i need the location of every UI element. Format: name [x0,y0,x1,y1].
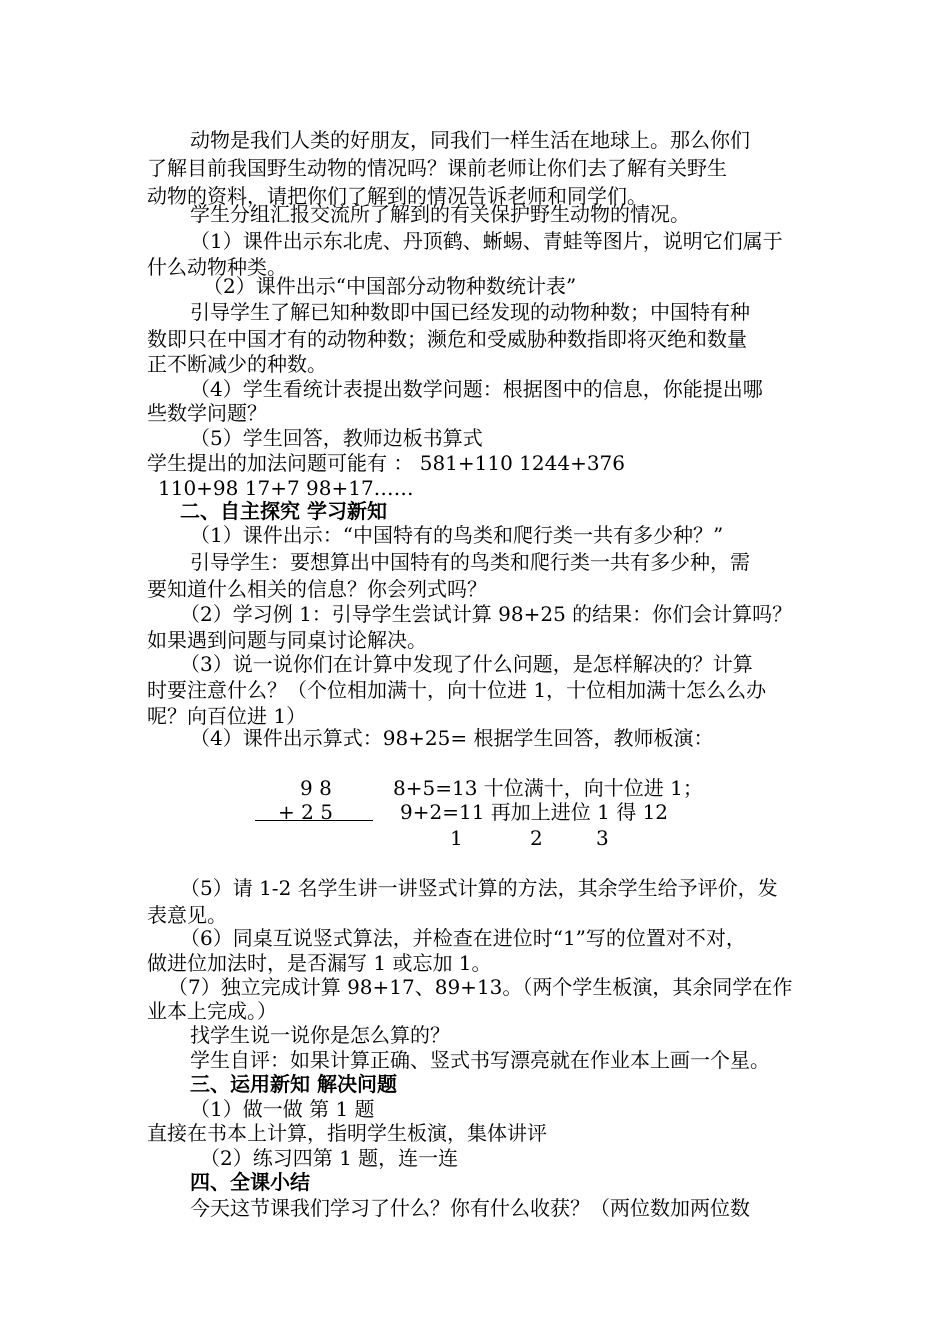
paragraph-line: 引导学生：要想算出中国特有的鸟类和爬行类一共有多少种，需 [190,550,750,574]
calc-result-digit: 3 [596,826,609,850]
paragraph-line: 做进位加法时，是否漏写 1 或忘加 1。 [147,951,492,975]
section-heading: 二、自主探究 学习新知 [180,499,387,523]
paragraph-line: （1）课件出示东北虎、丹顶鹤、蜥蜴、青蛙等图片，说明它们属于 [190,229,783,253]
paragraph-line: 时要注意什么？（个位相加满十，向十位进 1，十位相加满十怎么么办 [147,678,767,702]
paragraph-line: （4）课件出示算式：98+25= 根据学生回答，教师板演： [190,726,714,750]
paragraph-line: 了解目前我国野生动物的情况吗？课前老师让你们去了解有关野生 [147,156,727,180]
calc-addend-digits: + 2 5 [278,800,333,824]
paragraph-line: （4）学生看统计表提出数学问题：根据图中的信息，你能提出哪 [190,377,763,401]
paragraph-line: 找学生说一说你是怎么算的？ [190,1023,450,1047]
paragraph-line: （1）课件出示：“中国特有的鸟类和爬行类一共有多少种？” [190,523,724,547]
paragraph-line: 表意见。 [147,903,227,927]
paragraph-line: （2）学习例 1：引导学生尝试计算 98+25 的结果：你们会计算吗？ [180,602,793,626]
paragraph-line: 数即只在中国才有的动物种数；濒危和受威胁种数指即将灭绝和数量 [147,327,747,351]
paragraph-line: （6）同桌互说竖式算法，并检查在进位时“1”写的位置对不对， [180,926,746,950]
calc-result-digit: 2 [530,826,543,850]
paragraph-line: 如果遇到问题与同桌讨论解决。 [147,628,427,652]
paragraph-line: （2）课件出示“中国部分动物种数统计表” [203,274,577,298]
paragraph-line: （2）练习四第 1 题，连一连 [200,1146,459,1170]
paragraph-line: 动物的资料，请把你们了解到的情况告诉老师和同学们。 [147,184,647,208]
paragraph-line: 呢？向百位进 1） [147,704,307,728]
paragraph-line: 直接在书本上计算，指明学生板演，集体讲评 [147,1121,547,1145]
section-heading: 三、运用新知 解决问题 [190,1072,397,1096]
section-heading: 四、全课小结 [190,1170,310,1194]
paragraph-line: 正不断减少的种数。 [147,352,327,376]
paragraph-line: （1）做一做 第 1 题 [190,1097,375,1121]
paragraph-line: 110+98 17+7 98+17…… [158,476,414,500]
paragraph-line: 今天这节课我们学习了什么？你有什么收获？（两位数加两位数 [190,1196,750,1220]
paragraph-line: 动物是我们人类的好朋友，同我们一样生活在地球上。那么你们 [190,128,750,152]
calc-top-digits: 9 8 [300,776,332,800]
paragraph-line: （5）学生回答，教师边板书算式 [190,426,483,450]
paragraph-line: （7）独立完成计算 98+17、89+13。（两个学生板演，其余同学在作 [168,975,793,999]
paragraph-line: 什么动物种类。 [147,255,287,279]
paragraph-line: （5）请 1-2 名学生讲一讲竖式计算的方法，其余学生给予评价，发 [180,876,778,900]
calc-underline [255,820,373,821]
paragraph-line: 业本上完成。） [147,999,277,1023]
calc-note-ones: 8+5=13 十位满十，向十位进 1； [393,776,703,800]
paragraph-line: 学生自评：如果计算正确、竖式书写漂亮就在作业本上画一个星。 [190,1048,770,1072]
calc-note-tens: 9+2=11 再加上进位 1 得 12 [400,800,669,824]
paragraph-line: 引导学生了解已知种数即中国已经发现的动物种数；中国特有种 [190,300,750,324]
paragraph-line: （3）说一说你们在计算中发现了什么问题，是怎样解决的？计算 [180,652,753,676]
paragraph-line: 学生分组汇报交流所了解到的有关保护野生动物的情况。 [190,202,690,226]
calc-result-digit: 1 [450,826,463,850]
paragraph-line: 学生提出的加法问题可能有 ： 581+110 1244+376 [147,451,626,475]
paragraph-line: 要知道什么相关的信息？你会列式吗？ [147,577,487,601]
paragraph-line: 些数学问题？ [147,401,267,425]
